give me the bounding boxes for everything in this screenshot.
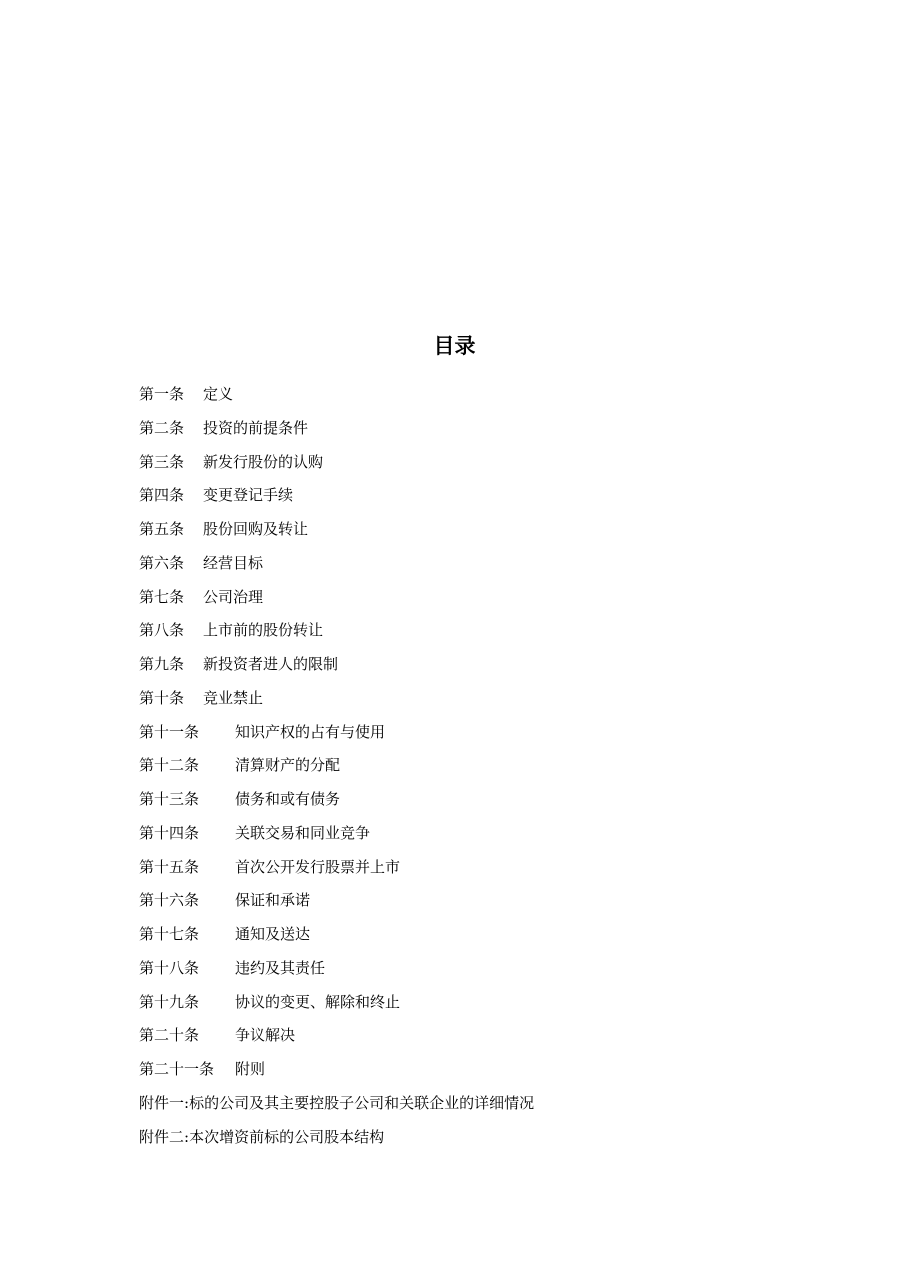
toc-entry [139, 887, 534, 921]
toc-entry-title: 违约及其责任 [235, 958, 326, 977]
toc-title: 目录 [433, 334, 476, 358]
toc-entry-number: 第十条 [139, 688, 185, 707]
toc-entry-title: 竞业禁止 [203, 688, 264, 707]
toc-entry-number: 第八条 [139, 621, 185, 640]
toc-entry-title: 变更登记手续 [203, 486, 294, 505]
toc-entry-number: 第二十一条 [139, 1060, 215, 1078]
toc-entry [139, 516, 534, 550]
toc-entry-number: 第五条 [139, 520, 185, 538]
toc-entry-number: 第二条 [139, 418, 185, 437]
toc-entry [139, 955, 534, 989]
toc-entry [139, 651, 534, 685]
toc-attachment-title: 标的公司及其主要控股子公司和关联企业的详细情况 [189, 1093, 535, 1112]
toc-entry-title: 关联交易和同业竞争 [235, 823, 371, 842]
toc-attachment-number: 附件一: [139, 1093, 190, 1112]
toc-entry [139, 786, 534, 820]
toc-entry-title: 清算财产的分配 [235, 756, 341, 775]
toc-entry-title: 通知及送达 [235, 925, 311, 943]
toc-entry-title: 上市前的股份转让 [203, 621, 324, 640]
toc-entry-number: 第十三条 [139, 790, 200, 808]
toc-entry [139, 1056, 534, 1090]
toc-entry-title: 附则 [235, 1060, 266, 1078]
toc-entry-title: 股份回购及转让 [203, 520, 309, 538]
toc-attachment-entry [139, 1090, 534, 1124]
toc-entry-number: 第二十条 [139, 1026, 200, 1045]
toc-entry-number: 第七条 [139, 587, 185, 606]
toc-entry [139, 381, 534, 415]
toc-entry-number: 第十九条 [139, 992, 200, 1011]
toc-entry [139, 415, 534, 449]
toc-entry-title: 知识产权的占有与使用 [235, 722, 386, 741]
toc-entry-number: 第十二条 [139, 756, 200, 775]
toc-entry-title: 新投资者进人的限制 [203, 655, 339, 673]
toc-entry-number: 第十七条 [139, 925, 200, 943]
toc-entry [139, 989, 534, 1023]
toc-entry [139, 719, 534, 753]
toc-attachment-title: 本次增资前标的公司股本结构 [189, 1127, 385, 1146]
toc-entry-title: 经营目标 [203, 553, 264, 572]
toc-entry [139, 685, 534, 719]
toc-entry-title: 保证和承诺 [235, 891, 311, 910]
toc-entry-number: 第十四条 [139, 823, 200, 842]
toc-entry-number: 第三条 [139, 452, 185, 471]
toc-entry [139, 550, 534, 584]
toc-entry [139, 617, 534, 651]
toc-entry-number: 第十五条 [139, 857, 200, 876]
toc-entry [139, 1022, 534, 1056]
toc-entry-number: 第六条 [139, 553, 185, 572]
toc-list [139, 381, 534, 1157]
toc-entry-title: 争议解决 [235, 1026, 296, 1045]
toc-entry-number: 第十六条 [139, 891, 200, 910]
toc-entry-title: 首次公开发行股票并上市 [235, 857, 401, 876]
toc-entry [139, 921, 534, 955]
toc-entry-title: 投资的前提条件 [203, 418, 309, 437]
toc-attachment-number: 附件二: [139, 1127, 190, 1146]
toc-entry-number: 第一条 [139, 385, 185, 403]
toc-entry [139, 584, 534, 618]
toc-entry [139, 820, 534, 854]
toc-entry-title: 协议的变更、解除和终止 [235, 992, 401, 1011]
toc-entry-title: 新发行股份的认购 [203, 452, 324, 471]
toc-entry-number: 第十一条 [139, 722, 200, 741]
toc-entry [139, 752, 534, 786]
toc-entry-title: 债务和或有债务 [235, 790, 341, 808]
toc-entry-number: 第四条 [139, 486, 185, 505]
toc-entry [139, 482, 534, 516]
toc-entry-title: 定义 [203, 385, 234, 403]
toc-entry-title: 公司治理 [203, 587, 264, 606]
toc-entry [139, 449, 534, 483]
toc-entry-number: 第九条 [139, 655, 185, 673]
toc-entry-number: 第十八条 [139, 958, 200, 977]
toc-attachment-entry [139, 1124, 534, 1158]
toc-entry [139, 854, 534, 888]
